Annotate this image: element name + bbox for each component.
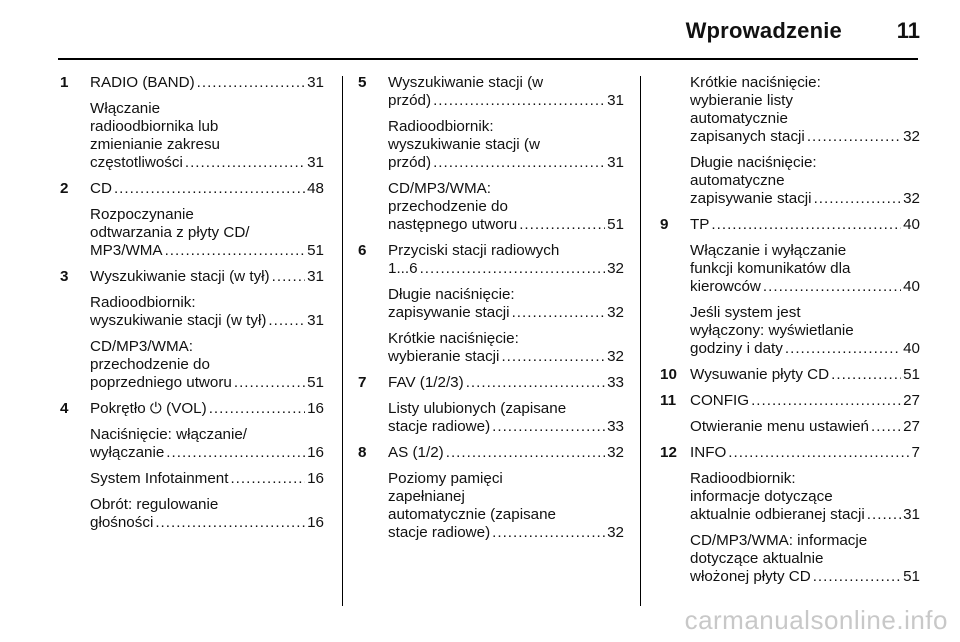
index-entry: [358, 242, 624, 278]
entry-text-line: przechodzenie do: [90, 356, 210, 373]
item-number: 7: [358, 374, 367, 391]
entry-last-line: [690, 340, 920, 358]
entry-last-line: [388, 444, 624, 462]
index-entry: [358, 374, 624, 392]
page-reference: 16: [307, 514, 324, 531]
page-reference: 48: [307, 180, 324, 197]
entry-text-line: Włączanie i wyłączanie: [690, 242, 847, 259]
index-entry: [60, 338, 324, 392]
index-entry: [660, 392, 920, 410]
entry-label: AS (1/2): [388, 444, 444, 461]
entry-last-line: [388, 418, 624, 436]
entry-text-line: Radioodbiornik:: [690, 470, 796, 487]
page-reference: 51: [307, 374, 324, 391]
entry-label: CONFIG: [690, 392, 750, 409]
page-reference: 31: [607, 92, 624, 109]
entry-last-line: [90, 400, 324, 418]
dot-leader: [234, 374, 305, 392]
entry-text-line: Długie naciśnięcie:: [388, 286, 515, 303]
entry-text-line: wybieranie listy: [690, 92, 793, 109]
entry-label: INFO: [690, 444, 727, 461]
item-number: 2: [60, 180, 69, 197]
page-reference: 40: [903, 216, 920, 233]
watermark: carmanualsonline.info: [684, 605, 948, 635]
dot-leader: [114, 180, 305, 198]
entry-last-line: [690, 278, 920, 296]
entry-label: 1...6: [388, 260, 418, 277]
entry-label: głośności: [90, 514, 154, 531]
index-entry: [660, 304, 920, 358]
entry-text-line: wyszukiwanie stacji (w: [388, 136, 540, 153]
index-entry: [60, 100, 324, 172]
page-reference: 7: [911, 444, 920, 461]
entry-label: MP3/WMA: [90, 242, 163, 259]
dot-leader: [155, 514, 305, 532]
index-column-2: [358, 74, 624, 550]
dot-leader: [711, 216, 901, 234]
entry-label: Wyszukiwanie stacji (w tył): [90, 268, 270, 285]
item-number: 5: [358, 74, 367, 91]
entry-text-line: Radioodbiornik:: [388, 118, 494, 135]
index-entry: [60, 496, 324, 532]
entry-last-line: [388, 92, 624, 110]
index-entry: [60, 206, 324, 260]
dot-leader: [268, 312, 305, 330]
dot-leader: [813, 568, 901, 586]
entry-text-line: odtwarzania z płyty CD/: [90, 224, 250, 241]
entry-text-line: zapełnianej: [388, 488, 465, 505]
item-number: 4: [60, 400, 69, 417]
index-entry: [660, 470, 920, 524]
entry-last-line: [90, 312, 324, 330]
entry-label: następnego utworu: [388, 216, 518, 233]
entry-text-line: Rozpoczynanie: [90, 206, 194, 223]
dot-leader: [512, 304, 606, 322]
dot-leader: [433, 92, 605, 110]
dot-leader: [165, 242, 306, 260]
page-reference: 31: [307, 312, 324, 329]
index-entry: [60, 426, 324, 462]
entry-last-line: [690, 506, 920, 524]
index-entry: [660, 154, 920, 208]
index-entry: [358, 118, 624, 172]
entry-text-line: Wyszukiwanie stacji (w: [388, 74, 544, 91]
dot-leader: [185, 154, 305, 172]
item-number: 12: [660, 444, 677, 461]
entry-label: wyłączanie: [90, 444, 165, 461]
entry-last-line: [690, 444, 920, 462]
entry-last-line: [388, 154, 624, 172]
entry-text-line: Krótkie naciśnięcie:: [388, 330, 519, 347]
entry-label: CD: [90, 180, 112, 197]
index-entry: [358, 330, 624, 366]
entry-text-line: dotyczące aktualnie: [690, 550, 824, 567]
entry-text-line: automatyczne: [690, 172, 785, 189]
entry-last-line: [388, 348, 624, 366]
entry-last-line: [388, 216, 624, 234]
index-entry: [60, 268, 324, 286]
page-reference: 31: [307, 268, 324, 285]
entry-last-line: [90, 514, 324, 532]
page-reference: 51: [607, 216, 624, 233]
index-entry: [358, 286, 624, 322]
index-entry: [60, 180, 324, 198]
dot-leader: [871, 418, 901, 436]
entry-label: aktualnie odbieranej stacji: [690, 506, 865, 523]
dot-leader: [785, 340, 901, 358]
entry-label: wybieranie stacji: [388, 348, 500, 365]
entry-label: częstotliwości: [90, 154, 183, 171]
item-number: 10: [660, 366, 677, 383]
dot-leader: [492, 524, 605, 542]
index-entry: [660, 444, 920, 462]
index-entry: [358, 74, 624, 110]
page-reference: 51: [903, 366, 920, 383]
page-reference: 32: [607, 260, 624, 277]
page-reference: 16: [307, 400, 324, 417]
page-reference: 31: [607, 154, 624, 171]
index-entry: [660, 242, 920, 296]
page-reference: 32: [607, 304, 624, 321]
item-number: 8: [358, 444, 367, 461]
entry-text-line: automatycznie: [690, 110, 788, 127]
item-number: 9: [660, 216, 669, 233]
entry-label: przód): [388, 92, 432, 109]
entry-text-line: Przyciski stacji radiowych: [388, 242, 560, 259]
dot-leader: [209, 400, 305, 418]
dot-leader: [814, 190, 902, 208]
page-reference: 27: [903, 418, 920, 435]
entry-last-line: [690, 418, 920, 436]
page-title: Wprowadzenie: [685, 18, 842, 43]
entry-text-line: Włączanie: [90, 100, 161, 117]
page-reference: 33: [607, 418, 624, 435]
entry-text-line: Radioodbiornik:: [90, 294, 196, 311]
entry-last-line: [90, 268, 324, 286]
page-header: [0, 0, 960, 58]
dot-leader: [751, 392, 901, 410]
dot-leader: [230, 470, 305, 488]
entry-text-line: Jeśli system jest: [690, 304, 801, 321]
entry-last-line: [388, 304, 624, 322]
entry-text-line: CD/MP3/WMA:: [90, 338, 193, 355]
entry-text-line: Długie naciśnięcie:: [690, 154, 817, 171]
entry-last-line: [90, 242, 324, 260]
entry-label: poprzedniego utworu: [90, 374, 232, 391]
entry-last-line: [690, 190, 920, 208]
entry-label: RADIO (BAND): [90, 74, 195, 91]
entry-text-line: zmienianie zakresu: [90, 136, 220, 153]
entry-last-line: [90, 154, 324, 172]
index-entry: [660, 418, 920, 436]
entry-last-line: [690, 392, 920, 410]
entry-last-line: [690, 568, 920, 586]
page-reference: 31: [307, 74, 324, 91]
index-entry: [60, 294, 324, 330]
entry-label: przód): [388, 154, 432, 171]
entry-label: Otwieranie menu ustawień: [690, 418, 869, 435]
entry-last-line: [90, 374, 324, 392]
entry-label: godziny i daty: [690, 340, 783, 357]
page-reference: 32: [607, 444, 624, 461]
index-column-1: [60, 74, 324, 540]
entry-label: wyszukiwanie stacji (w tył): [90, 312, 267, 329]
entry-label: włożonej płyty CD: [690, 568, 811, 585]
index-entry: [358, 180, 624, 234]
entry-label: zapisywanie stacji: [388, 304, 510, 321]
entry-text-line: CD/MP3/WMA:: [388, 180, 491, 197]
page-reference: 32: [607, 348, 624, 365]
page-reference: 32: [607, 524, 624, 541]
page-reference: 16: [307, 470, 324, 487]
entry-text-line: wyłączony: wyświetlanie: [690, 322, 854, 339]
entry-label: stacje radiowe): [388, 524, 491, 541]
dot-leader: [807, 128, 901, 146]
page-reference: 31: [307, 154, 324, 171]
page-reference: 51: [903, 568, 920, 585]
entry-last-line: [388, 260, 624, 278]
entry-label: Pokrętło ⏻ (VOL): [90, 400, 207, 417]
index-entry: [358, 470, 624, 542]
index-column-3: [660, 74, 920, 594]
entry-text-line: radioodbiornika lub: [90, 118, 219, 135]
entry-last-line: [90, 470, 324, 488]
column-divider: [640, 76, 641, 606]
page-reference: 51: [307, 242, 324, 259]
page-reference: 33: [607, 374, 624, 391]
entry-text-line: Naciśnięcie: włączanie/: [90, 426, 248, 443]
dot-leader: [867, 506, 901, 524]
dot-leader: [763, 278, 901, 296]
page-number: 11: [896, 18, 920, 43]
page-reference: 40: [903, 278, 920, 295]
dot-leader: [446, 444, 605, 462]
index-entry: [660, 216, 920, 234]
entry-last-line: [90, 444, 324, 462]
index-entry: [60, 74, 324, 92]
index-entry: [660, 532, 920, 586]
page-reference: 32: [903, 190, 920, 207]
entry-last-line: [90, 74, 324, 92]
entry-text-line: automatycznie (zapisane: [388, 506, 556, 523]
item-number: 6: [358, 242, 367, 259]
entry-last-line: [388, 524, 624, 542]
dot-leader: [519, 216, 605, 234]
index-entry: [60, 470, 324, 488]
dot-leader: [831, 366, 901, 384]
entry-last-line: [690, 366, 920, 384]
dot-leader: [197, 74, 305, 92]
page-reference: 16: [307, 444, 324, 461]
dot-leader: [433, 154, 605, 172]
entry-text-line: Krótkie naciśnięcie:: [690, 74, 821, 91]
entry-label: TP: [690, 216, 710, 233]
entry-label: System Infotainment: [90, 470, 229, 487]
entry-label: zapisanych stacji: [690, 128, 805, 145]
entry-last-line: [90, 180, 324, 198]
dot-leader: [466, 374, 605, 392]
header-rule: [58, 58, 918, 60]
dot-leader: [420, 260, 606, 278]
entry-text-line: Poziomy pamięci: [388, 470, 503, 487]
entry-text-line: Listy ulubionych (zapisane: [388, 400, 567, 417]
entry-label: stacje radiowe): [388, 418, 491, 435]
entry-text-line: CD/MP3/WMA: informacje: [690, 532, 868, 549]
entry-text-line: Obrót: regulowanie: [90, 496, 219, 513]
entry-label: Wysuwanie płyty CD: [690, 366, 830, 383]
dot-leader: [166, 444, 305, 462]
item-number: 1: [60, 74, 69, 91]
item-number: 11: [660, 392, 677, 409]
entry-text-line: informacje dotyczące: [690, 488, 833, 505]
entry-last-line: [690, 128, 920, 146]
page-reference: 27: [903, 392, 920, 409]
index-entry: [660, 366, 920, 384]
page-reference: 32: [903, 128, 920, 145]
dot-leader: [501, 348, 605, 366]
entry-label: zapisywanie stacji: [690, 190, 812, 207]
index-entry: [60, 400, 324, 418]
page-reference: 40: [903, 340, 920, 357]
entry-text-line: przechodzenie do: [388, 198, 508, 215]
dot-leader: [728, 444, 909, 462]
dot-leader: [272, 268, 305, 286]
index-entry: [358, 400, 624, 436]
dot-leader: [492, 418, 605, 436]
index-entry: [660, 74, 920, 146]
entry-last-line: [690, 216, 920, 234]
entry-last-line: [388, 374, 624, 392]
entry-label: FAV (1/2/3): [388, 374, 464, 391]
entry-text-line: funkcji komunikatów dla: [690, 260, 851, 277]
column-divider: [342, 76, 343, 606]
index-entry: [358, 444, 624, 462]
item-number: 3: [60, 268, 69, 285]
page-reference: 31: [903, 506, 920, 523]
entry-label: kierowców: [690, 278, 761, 295]
